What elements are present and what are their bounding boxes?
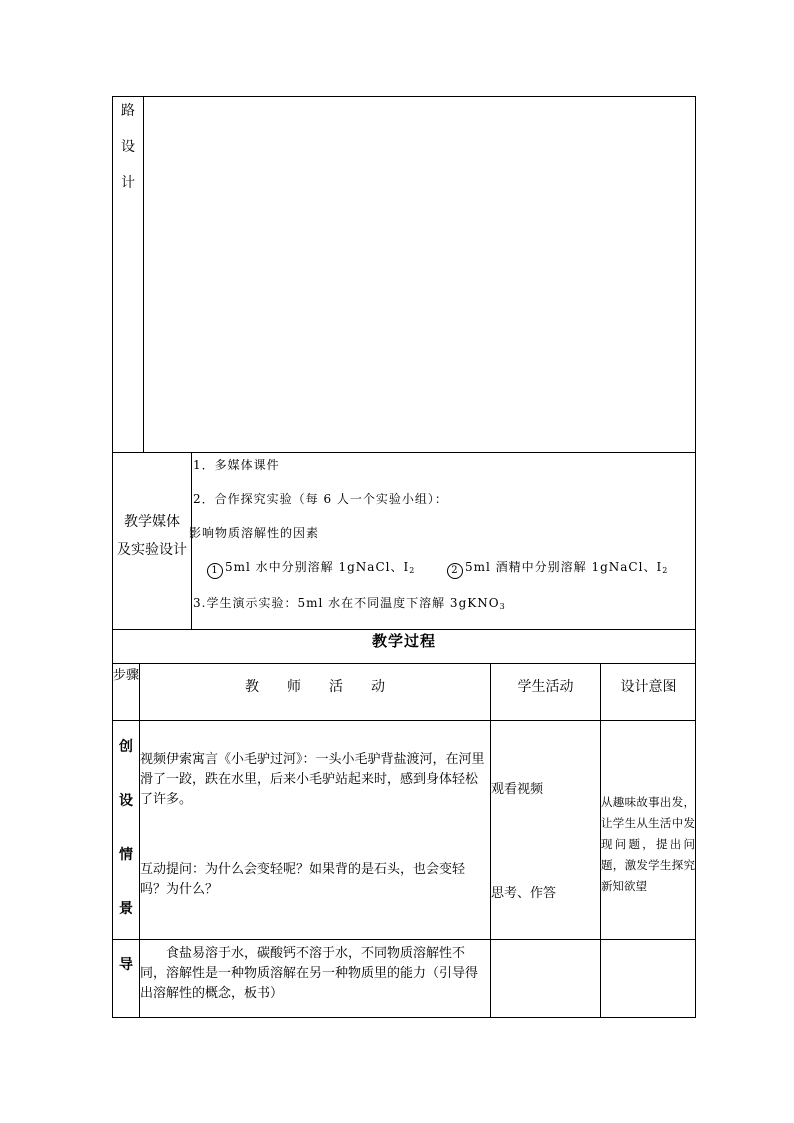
step-guide: 导: [119, 957, 133, 973]
row-line: [112, 720, 696, 721]
header-step: 步骤: [113, 668, 140, 683]
media-content: [189, 456, 693, 614]
header-teacher-activity: 教 师 活 动: [245, 679, 385, 695]
teacher-activity-question: 互动提问：为什么会变轻呢？如果背的是石头，也会变轻吗？为什么？: [140, 862, 466, 897]
step-char: 创: [119, 739, 133, 755]
header-student-activity: 学生活动: [517, 679, 574, 695]
media-label-line: 及实验设计: [117, 542, 187, 558]
design-label-char: 设: [121, 139, 135, 155]
process-title-cell: [112, 629, 696, 664]
step-char: 设: [119, 793, 133, 809]
demo-experiment-subscript: 3: [499, 602, 506, 611]
step-create-scene: [113, 736, 139, 918]
media-item: [193, 594, 693, 614]
experiment-1: 5ml 水中分别溶解 1gNaCl、I: [225, 560, 410, 574]
col-line: [490, 663, 491, 1018]
experiment-number-1: 1: [207, 563, 223, 579]
media-label: [113, 508, 191, 564]
step-char: 景: [119, 901, 133, 917]
media-experiments: [193, 558, 693, 594]
media-item: 影响物质溶解性的因素: [189, 526, 320, 540]
media-label-line: 教学媒体: [124, 514, 180, 530]
teacher-activity-guide: 食盐易溶于水，碳酸钙不溶于水，不同物质溶解性不同，溶解性是一种物质溶解在另一种物质里的能力（引导得出溶解性的概念，板书）: [140, 946, 479, 1001]
experiment-2: 5ml 酒精中分别溶解 1gNaCl、I: [464, 560, 663, 574]
student-activity-answer: 思考、作答: [491, 886, 557, 901]
teacher-activity-video: 视频伊索寓言《小毛驴过河》：一头小毛驴背盐渡河，在河里滑了一跤，跌在水里，后来小毛驴站起来时，感到身体轻松了许多。: [140, 752, 485, 807]
demo-experiment: 3.学生演示实验：5ml 水在不同温度下溶解 3gKNO: [193, 596, 500, 610]
process-title: 教学过程: [371, 632, 436, 650]
step-char: 情: [119, 847, 133, 863]
media-item: 1．多媒体课件: [193, 458, 280, 472]
experiment-number-2: 2: [447, 563, 463, 579]
design-label-char: 路: [121, 103, 135, 119]
student-activity-watch: 观看视频: [491, 782, 544, 797]
experiment-2-subscript: 2: [662, 566, 669, 575]
header-design-intent: 设计意图: [620, 679, 677, 695]
row-line: [112, 939, 696, 940]
media-item: 2．合作探究实验（每 6 人一个实验小组）：: [193, 492, 448, 506]
design-section: [112, 96, 696, 453]
design-intent-row1: 从趣味故事出发，让学生从生活中发现问题，提出问题，激发学生探究新知欲望: [601, 795, 695, 893]
design-label: [113, 102, 143, 210]
design-label-divider: [143, 96, 144, 453]
experiment-1-subscript: 2: [409, 566, 416, 575]
design-label-char: 计: [121, 175, 135, 191]
